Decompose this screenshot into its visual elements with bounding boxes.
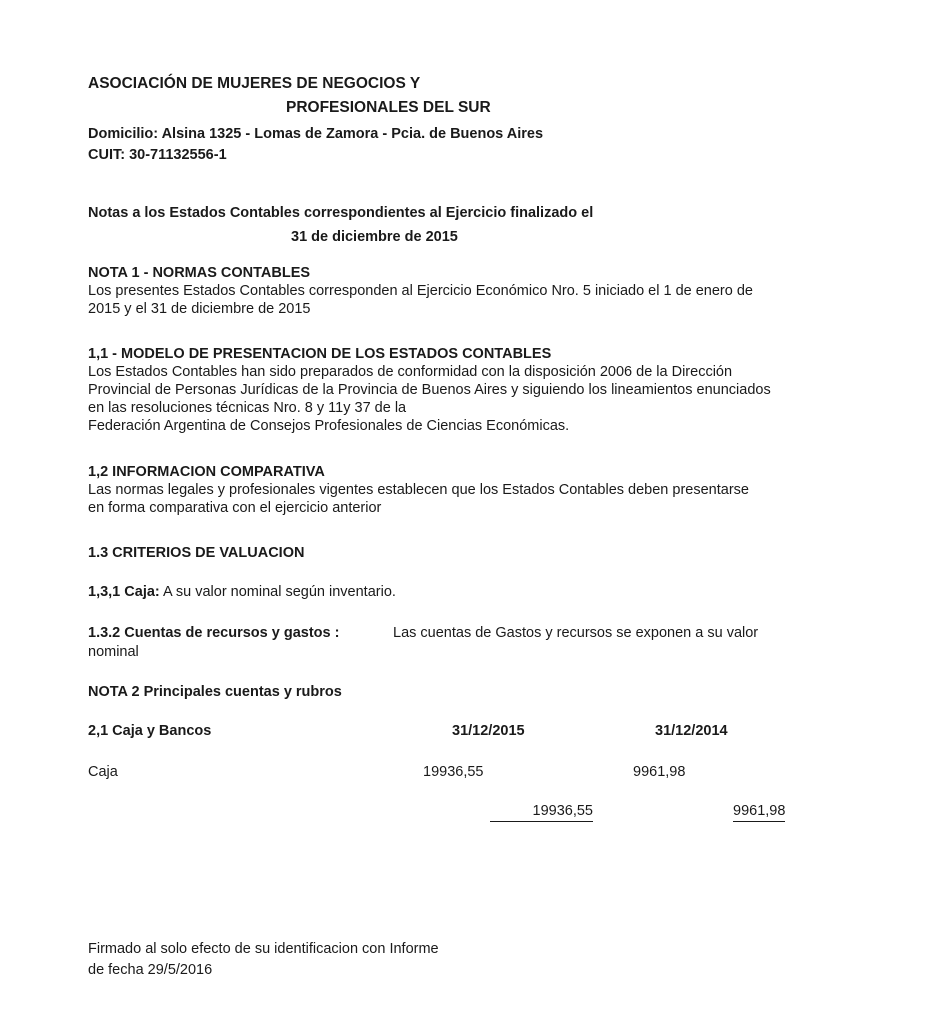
section-1-2 (88, 463, 749, 517)
section-1-3-1-text: A su valor nominal según inventario. (159, 584, 396, 600)
section-1-2-heading: 1,2 INFORMACION COMPARATIVA (88, 464, 325, 480)
section-1-3-2-label: 1.3.2 Cuentas de recursos y gastos : (88, 625, 340, 641)
notes-title-line1: Notas a los Estados Contables correspondientes al Ejercicio finalizado el (88, 205, 594, 221)
table-col-header-2015: 31/12/2015 (452, 723, 525, 739)
section-1-2-text-line: en forma comparativa con el ejercicio anterior (88, 500, 382, 516)
section-1-3-2-text-cont: nominal (88, 644, 139, 660)
table-cell-caja-2015: 19936,55 (423, 764, 484, 780)
nota-1-text-line: Los presentes Estados Contables corresponden al Ejercicio Económico Nro. 5 iniciado el 1 de enero de (88, 283, 753, 299)
section-1-1-text-line: Provincial de Personas Jurídicas de la Provincia de Buenos Aires y siguiendo los lineamientos enunciados (88, 382, 771, 398)
table-row-label-caja: Caja (88, 764, 118, 780)
table-2-1-heading: 2,1 Caja y Bancos (88, 723, 212, 739)
table-total-2014: 9961,98 (733, 802, 785, 822)
table-col-header-2014: 31/12/2014 (655, 723, 728, 739)
section-1-1-text-line: Los Estados Contables han sido preparados de conformidad con la disposición 2006 de la Dirección (88, 364, 733, 380)
org-address: Domicilio: Alsina 1325 - Lomas de Zamora - Pcia. de Buenos Aires (88, 126, 544, 142)
org-cuit: CUIT: 30-71132556-1 (88, 147, 227, 163)
table-total-2015: 19936,55 (490, 802, 593, 822)
org-name-line1: ASOCIACIÓN DE MUJERES DE NEGOCIOS Y (88, 75, 421, 92)
section-1-2-text-line: Las normas legales y profesionales vigentes establecen que los Estados Contables deben presentarse (88, 482, 749, 498)
section-1-3-1 (88, 583, 396, 601)
footer-signature-line2: de fecha 29/5/2016 (88, 962, 213, 978)
nota-1-section (88, 264, 753, 318)
section-1-3-heading: 1.3 CRITERIOS DE VALUACION (88, 545, 305, 561)
section-1-1-heading: 1,1 - MODELO DE PRESENTACION DE LOS ESTADOS CONTABLES (88, 346, 552, 362)
section-1-1-text-line: Federación Argentina de Consejos Profesionales de Ciencias Económicas. (88, 418, 570, 434)
nota-1-heading: NOTA 1 - NORMAS CONTABLES (88, 265, 311, 281)
table-cell-caja-2014: 9961,98 (633, 764, 686, 780)
section-1-3-2-text: Las cuentas de Gastos y recursos se exponen a su valor (393, 625, 759, 641)
section-1-1-text-line: en las resoluciones técnicas Nro. 8 y 11y 37 de la (88, 400, 407, 416)
nota-2-heading: NOTA 2 Principales cuentas y rubros (88, 684, 342, 700)
section-1-1 (88, 345, 771, 435)
footer-signature-line1: Firmado al solo efecto de su identificacion con Informe (88, 941, 439, 957)
org-name-line2: PROFESIONALES DEL SUR (286, 99, 491, 116)
nota-1-text-line: 2015 y el 31 de diciembre de 2015 (88, 301, 311, 317)
notes-title-line2: 31 de diciembre de 2015 (291, 229, 458, 245)
section-1-3-1-label: 1,3,1 Caja: (88, 584, 160, 600)
